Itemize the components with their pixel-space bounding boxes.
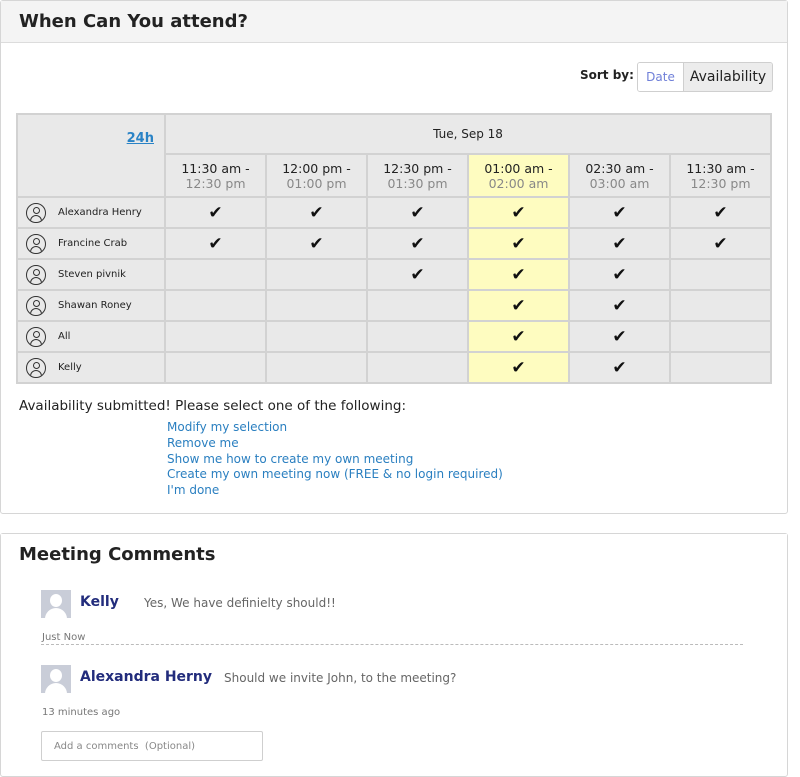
time-slot-header[interactable] — [468, 154, 569, 197]
slot-start: 11:30 am - — [686, 160, 755, 176]
comment-input[interactable] — [41, 731, 263, 761]
check-icon: ✔ — [410, 264, 425, 285]
availability-cell[interactable] — [367, 197, 468, 228]
check-icon: ✔ — [713, 202, 728, 223]
participant-name: Kelly — [58, 362, 82, 373]
availability-cell[interactable] — [670, 321, 771, 352]
sort-label: Sort by: — [580, 68, 634, 82]
check-icon: ✔ — [713, 233, 728, 254]
participant-row — [17, 197, 771, 228]
slot-end: 02:00 am — [488, 175, 549, 191]
slot-end: 01:30 pm — [387, 175, 448, 191]
check-icon: ✔ — [612, 326, 627, 347]
comment-author[interactable]: Kelly — [80, 594, 119, 610]
comment-text: Yes, We have definielty should!! — [144, 596, 336, 610]
check-icon: ✔ — [410, 202, 425, 223]
user-icon — [26, 234, 46, 254]
time-slot-header[interactable] — [165, 154, 266, 197]
participant-cell — [17, 259, 165, 290]
participant-name: Francine Crab — [58, 238, 128, 249]
participant-name: Alexandra Henry — [58, 207, 142, 218]
slot-start: 01:00 am - — [484, 160, 553, 176]
check-icon: ✔ — [511, 264, 526, 285]
avatar-placeholder-icon — [41, 590, 71, 618]
availability-cell[interactable] — [569, 290, 670, 321]
participant-row — [17, 352, 771, 383]
check-icon: ✔ — [612, 233, 627, 254]
availability-cell[interactable] — [367, 321, 468, 352]
participant-cell — [17, 352, 165, 383]
participant-name: All — [58, 331, 71, 342]
user-icon — [26, 203, 46, 223]
avatar-placeholder-icon — [41, 665, 71, 693]
availability-cell[interactable] — [165, 259, 266, 290]
check-icon: ✔ — [612, 202, 627, 223]
check-icon: ✔ — [309, 233, 324, 254]
check-icon: ✔ — [511, 357, 526, 378]
slot-end: 12:30 pm — [690, 175, 751, 191]
check-icon: ✔ — [511, 326, 526, 347]
availability-cell[interactable] — [670, 228, 771, 259]
participant-cell — [17, 290, 165, 321]
date-header: Tue, Sep 18 — [165, 114, 771, 154]
availability-cell[interactable] — [468, 321, 569, 352]
availability-cell[interactable] — [165, 228, 266, 259]
time-slot-header[interactable] — [266, 154, 367, 197]
participant-row — [17, 321, 771, 352]
comments-title: Meeting Comments — [1, 534, 787, 576]
option-link[interactable]: Modify my selection — [167, 420, 288, 434]
availability-cell[interactable] — [367, 259, 468, 290]
availability-cell[interactable] — [468, 259, 569, 290]
availability-cell[interactable] — [165, 197, 266, 228]
availability-cell[interactable] — [670, 290, 771, 321]
status-message: Availability submitted! Please select one of the following: — [19, 398, 407, 414]
user-icon — [26, 327, 46, 347]
slot-end: 01:00 pm — [286, 175, 347, 191]
check-icon: ✔ — [612, 295, 627, 316]
slot-start: 12:30 pm - — [383, 160, 452, 176]
check-icon: ✔ — [511, 295, 526, 316]
sort-date-button[interactable]: Date — [638, 63, 684, 91]
participant-cell — [17, 197, 165, 228]
participant-cell — [17, 228, 165, 259]
option-link[interactable]: I'm done — [167, 483, 220, 498]
option-link[interactable]: Remove me — [167, 435, 239, 450]
availability-cell[interactable] — [468, 197, 569, 228]
check-icon: ✔ — [612, 357, 627, 378]
check-icon: ✔ — [208, 202, 223, 223]
availability-cell[interactable] — [468, 352, 569, 383]
availability-cell[interactable] — [670, 259, 771, 290]
user-icon — [26, 265, 46, 285]
sort-toggle — [637, 62, 773, 92]
slot-start: 02:30 am - — [585, 160, 654, 176]
availability-cell[interactable] — [569, 228, 670, 259]
availability-cell[interactable] — [569, 321, 670, 352]
check-icon: ✔ — [410, 233, 425, 254]
24h-toggle-link[interactable]: 24h — [126, 131, 154, 146]
availability-cell[interactable] — [569, 259, 670, 290]
user-icon — [26, 358, 46, 378]
comment-time: Just Now — [42, 632, 86, 643]
time-slot-header[interactable] — [569, 154, 670, 197]
availability-cell[interactable] — [468, 228, 569, 259]
option-link[interactable]: Show me how to create my own meeting — [167, 451, 414, 466]
availability-cell[interactable] — [569, 352, 670, 383]
availability-cell[interactable] — [367, 228, 468, 259]
participant-cell — [17, 321, 165, 352]
grid-corner — [17, 114, 165, 197]
availability-cell[interactable] — [266, 321, 367, 352]
participant-row — [17, 290, 771, 321]
comment-text: Should we invite John, to the meeting? — [224, 671, 457, 685]
check-icon: ✔ — [511, 202, 526, 223]
participant-row — [17, 228, 771, 259]
slot-start: 11:30 am - — [181, 160, 250, 176]
time-slot-header[interactable] — [367, 154, 468, 197]
availability-cell[interactable] — [367, 290, 468, 321]
participant-row — [17, 259, 771, 290]
availability-cell[interactable] — [266, 352, 367, 383]
availability-cell[interactable] — [165, 352, 266, 383]
availability-cell[interactable] — [165, 290, 266, 321]
availability-cell[interactable] — [367, 352, 468, 383]
comment-author[interactable]: Alexandra Herny — [80, 669, 213, 685]
participant-name: Steven pivnik — [58, 269, 126, 280]
check-icon: ✔ — [612, 264, 627, 285]
availability-cell[interactable] — [266, 197, 367, 228]
slot-start: 12:00 pm - — [282, 160, 351, 176]
slot-end: 12:30 pm — [185, 175, 246, 191]
participant-name: Shawan Roney — [58, 300, 132, 311]
check-icon: ✔ — [309, 202, 324, 223]
availability-cell[interactable] — [468, 290, 569, 321]
slot-end: 03:00 am — [589, 175, 650, 191]
availability-cell[interactable] — [569, 197, 670, 228]
check-icon: ✔ — [511, 233, 526, 254]
options-list — [167, 420, 503, 499]
availability-grid — [16, 113, 772, 384]
comment-time: 13 minutes ago — [42, 707, 121, 718]
availability-cell[interactable] — [670, 197, 771, 228]
option-link[interactable]: Create my own meeting now (FREE & no login required) — [167, 467, 503, 482]
check-icon: ✔ — [208, 233, 223, 254]
user-icon — [26, 296, 46, 316]
availability-cell[interactable] — [266, 259, 367, 290]
comment-divider — [41, 644, 743, 645]
availability-cell[interactable] — [266, 290, 367, 321]
availability-cell[interactable] — [670, 352, 771, 383]
attend-title: When Can You attend? — [1, 1, 787, 43]
availability-cell[interactable] — [165, 321, 266, 352]
comments-panel — [0, 533, 788, 777]
sort-availability-button[interactable]: Availability — [684, 63, 772, 91]
time-slot-header[interactable] — [670, 154, 771, 197]
availability-cell[interactable] — [266, 228, 367, 259]
